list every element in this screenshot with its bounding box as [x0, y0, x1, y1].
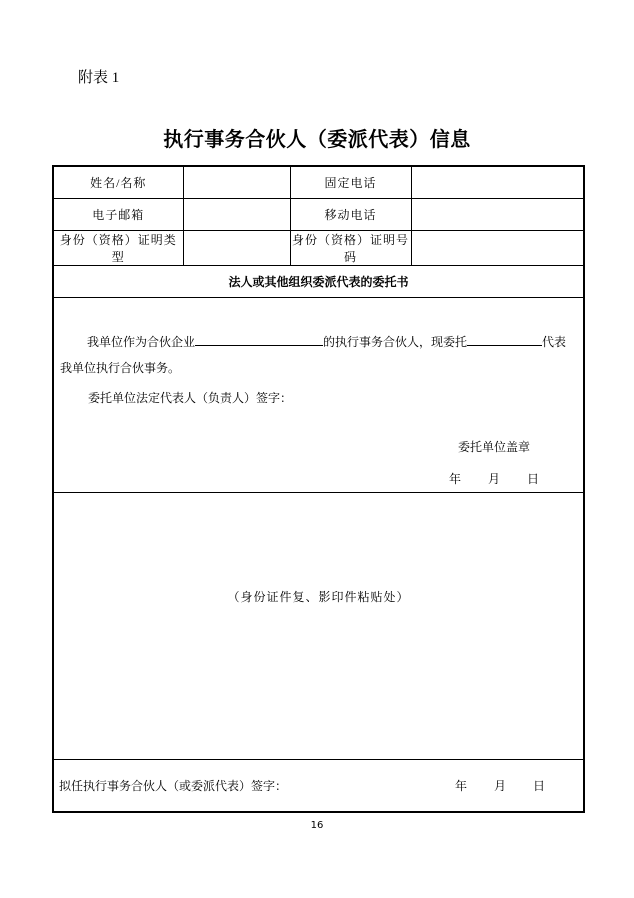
email-label-cell: 电子邮箱	[53, 198, 183, 230]
paragraph-text: 代表	[542, 334, 567, 349]
paragraph-text: 我单位作为合伙企业	[87, 334, 196, 349]
authorization-paragraph-line2: 我单位执行合伙事务。	[60, 360, 181, 375]
entrusting-unit-seal-label: 委托单位盖章	[457, 439, 530, 454]
paragraph-text: 的执行事务合伙人，现委托	[323, 334, 468, 349]
name-value-cell	[183, 166, 290, 198]
date-year-label: 年	[449, 471, 462, 486]
proposed-partner-signature-label: 拟任执行事务合伙人（或委派代表）签字：	[59, 778, 288, 793]
table-row	[53, 198, 584, 230]
table-row	[53, 759, 584, 812]
authorization-paragraph-line1	[60, 329, 577, 355]
seal-block	[449, 437, 539, 487]
table-row	[53, 166, 584, 198]
partner-info-form	[52, 165, 585, 813]
id-number-value-cell	[411, 230, 584, 265]
date-year-label: 年	[455, 778, 468, 793]
table-row	[53, 297, 584, 492]
date-month-label: 月	[487, 471, 500, 486]
table-row	[53, 265, 584, 297]
id-type-value-cell	[183, 230, 290, 265]
table-row	[53, 492, 584, 759]
fixed-phone-label-cell: 固定电话	[290, 166, 411, 198]
mobile-phone-label-cell: 移动电话	[290, 198, 411, 230]
id-number-label-cell: 身份（资格）证明号码	[290, 230, 411, 265]
representative-name-blank	[467, 332, 542, 346]
authorization-letter-cell	[53, 297, 584, 492]
mobile-phone-value-cell	[411, 198, 584, 230]
id-copy-paste-area: （身份证件复、影印件粘贴处）	[53, 492, 584, 759]
legal-rep-signature-label: 委托单位法定代表人（负责人）签字：	[88, 390, 293, 405]
proposed-partner-signature-row	[59, 777, 578, 794]
date-month-label: 月	[493, 778, 506, 793]
seal-date-line	[449, 470, 539, 487]
id-type-label-cell: 身份（资格）证明类型	[53, 230, 183, 265]
table-row	[53, 230, 584, 265]
page-title: 执行事务合伙人（委派代表）信息	[163, 129, 471, 151]
page-number: 16	[310, 820, 324, 831]
partnership-name-blank	[195, 332, 323, 346]
date-day-label: 日	[532, 778, 545, 793]
proposed-partner-signature-cell	[53, 759, 584, 812]
name-label-cell: 姓名/名称	[53, 166, 183, 198]
authorization-section-title: 法人或其他组织委派代表的委托书	[53, 265, 584, 297]
signature-date-line	[455, 777, 545, 794]
fixed-phone-value-cell	[411, 166, 584, 198]
date-day-label: 日	[526, 471, 539, 486]
appendix-label: 附表 1	[78, 70, 120, 86]
email-value-cell	[183, 198, 290, 230]
